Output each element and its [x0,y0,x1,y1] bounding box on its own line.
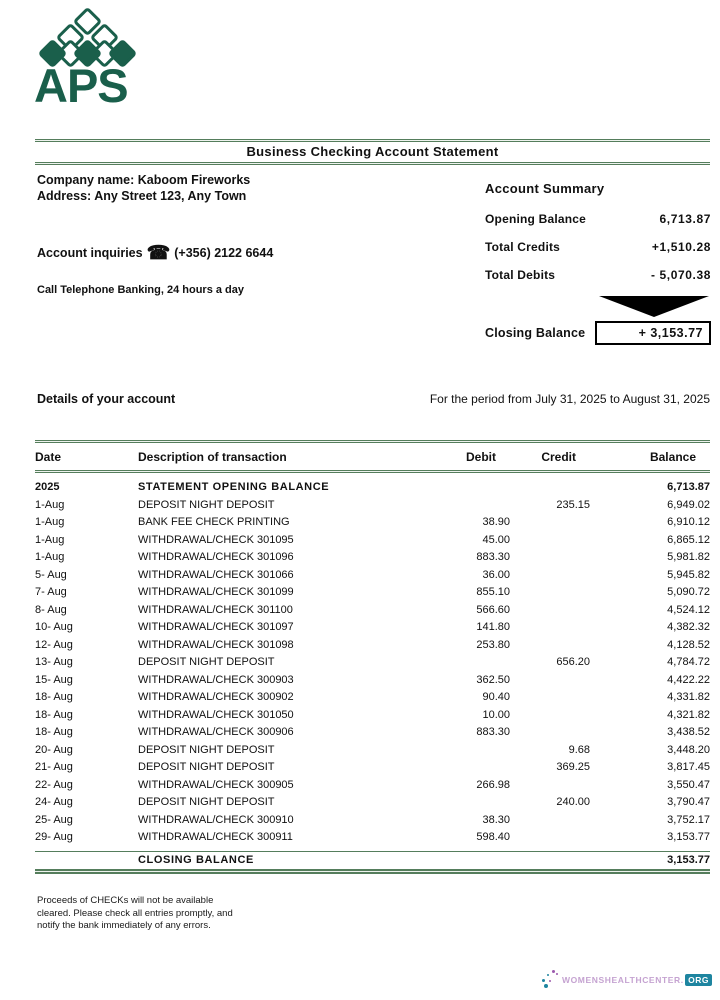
cell-credit [510,672,590,690]
cell-date: 18- Aug [35,708,73,721]
cell-debit: 38.30 [482,813,510,826]
cell-date: 20- Aug [35,743,73,756]
cell-description: DEPOSIT NIGHT DEPOSIT [138,761,275,773]
total-credits-label: Total Credits [485,240,561,254]
header-debit: Debit [466,449,496,464]
cell-date: 25- Aug [35,813,73,826]
table-rule-bottom [35,869,710,874]
transaction-row [35,514,710,532]
cell-date: 7- Aug [35,586,67,598]
transaction-row [35,567,710,585]
footer-line-1: Proceeds of CHECKs will not be available [37,895,214,906]
cell-credit: 369.25 [556,761,590,773]
opening-balance-value: 6,713.87 [659,212,711,226]
cell-balance: 5,945.82 [667,568,710,581]
cell-balance: 5,981.82 [667,551,710,563]
statement-period: For the period from July 31, 2025 to August 31, 2025 [429,392,710,406]
cell-balance: 4,382.32 [667,621,710,633]
cell-credit: 240.00 [556,796,590,808]
cell-description: WITHDRAWAL/CHECK 301099 [138,586,294,598]
down-arrow-icon [599,296,709,317]
cell-date: 21- Aug [35,761,73,773]
title-rule-bottom [35,162,710,165]
cell-credit: 9.68 [568,743,590,756]
telephone-banking-line: Call Telephone Banking, 24 hours a day [37,284,245,296]
company-name-line: Company name: Kaboom Fireworks [37,173,251,187]
footer-note [37,895,233,933]
cell-description: WITHDRAWAL/CHECK 300911 [138,831,293,843]
transaction-row [35,707,710,725]
closing-balance-row [35,852,710,869]
transaction-row [35,619,710,637]
cell-date: 10- Aug [35,621,73,633]
cell-debit: 90.40 [482,691,510,703]
cell-credit: 235.15 [556,498,590,511]
cell-description: WITHDRAWAL/CHECK 301050 [138,708,294,721]
transactions-body [35,473,710,851]
cell-credit: 656.20 [556,656,590,668]
company-address-line: Address: Any Street 123, Any Town [37,189,247,203]
cell-description: WITHDRAWAL/CHECK 300902 [138,691,294,703]
cell-balance: 3,817.45 [667,761,710,773]
cell-description: DEPOSIT NIGHT DEPOSIT [138,743,275,756]
cell-debit: 883.30 [476,726,510,738]
cell-date: 22- Aug [35,778,73,791]
cell-date: 1-Aug [35,533,65,546]
cell-date: 24- Aug [35,796,73,808]
watermark-text: WOMENSHEALTHCENTER [561,975,681,985]
bank-logo-text: APS [34,59,128,112]
account-inquiries-phone: (+356) 2122 6644 [174,246,274,260]
closing-balance-value-box: + 3,153.77 [595,321,711,345]
cell-date [35,852,138,869]
cell-debit [410,794,510,812]
cell-description: WITHDRAWAL/CHECK 300905 [138,778,294,791]
cell-credit [510,479,590,497]
cell-balance: 3,153.77 [667,831,710,843]
cell-description: WITHDRAWAL/CHECK 300903 [138,673,294,686]
cell-date: 29- Aug [35,831,73,843]
closing-balance-label: Closing Balance [485,326,586,340]
cell-credit [510,619,590,637]
transactions-table [35,440,710,874]
cell-description: WITHDRAWAL/CHECK 301097 [138,621,294,633]
header-description: Description of transaction [138,449,287,464]
cell-credit [510,829,590,847]
cell-description: DEPOSIT NIGHT DEPOSIT [138,796,275,808]
statement-title-block [35,139,710,165]
cell-date: 1-Aug [35,498,65,511]
cell-debit: 566.60 [476,603,510,616]
cell-debit: 38.90 [482,516,510,528]
total-debits-value: - 5,070.38 [650,268,711,282]
transaction-row [35,532,710,550]
cell-description: STATEMENT OPENING BALANCE [138,481,330,493]
cell-debit: 883.30 [476,551,510,563]
header-date: Date [35,449,62,464]
total-debits-label: Total Debits [485,268,556,282]
transaction-row [35,497,710,515]
cell-description: WITHDRAWAL/CHECK 300910 [138,813,294,826]
cell-debit: 45.00 [482,533,510,546]
cell-debit: 362.50 [476,673,510,686]
cell-credit [510,812,590,830]
summary-row-opening [485,212,711,226]
transaction-row [35,672,710,690]
cell-description: WITHDRAWAL/CHECK 301100 [138,603,293,616]
cell-balance: 3,790.47 [667,796,710,808]
cell-balance: 4,331.82 [667,691,710,703]
cell-description: BANK FEE CHECK PRINTING [138,516,290,528]
cell-balance: 5,090.72 [667,586,710,598]
cell-credit [510,567,590,585]
table-header-row [35,443,710,470]
cell-balance: 6,949.02 [667,498,710,511]
cell-debit [410,479,510,497]
transaction-row [35,602,710,620]
header-credit: Credit [541,449,576,464]
transaction-row [35,689,710,707]
cell-balance: 3,448.20 [667,743,710,756]
footer-line-2: cleared. Please check all entries promptly, and [37,907,233,919]
cell-balance: 4,422.22 [667,673,710,686]
statement-title: Business Checking Account Statement [246,144,499,159]
account-inquiries-line [37,242,273,265]
cell-credit [510,514,590,532]
cell-description: DEPOSIT NIGHT DEPOSIT [138,656,275,668]
cell-credit [510,584,590,602]
cell-balance: 3,438.52 [667,726,710,738]
summary-row-debits [485,268,711,282]
account-summary-heading: Account Summary [485,181,605,196]
transaction-row [35,812,710,830]
cell-credit [510,549,590,567]
cell-balance: 3,550.47 [667,778,710,791]
transaction-row [35,654,710,672]
cell-date: 5- Aug [35,568,67,581]
cell-description: WITHDRAWAL/CHECK 301098 [138,638,294,651]
cell-balance: 4,524.12 [667,603,710,616]
cell-date: 13- Aug [35,656,73,668]
cell-balance: 4,321.82 [667,708,710,721]
account-inquiries-label: Account inquiries [37,246,143,260]
transaction-row [35,584,710,602]
cell-credit [510,689,590,707]
watermark-tld-badge: ORG [685,974,712,986]
cell-credit [510,707,590,725]
cell-balance: 3,752.17 [667,813,710,826]
cell-credit [510,777,590,795]
cell-balance: 6,910.12 [667,516,710,528]
cell-debit: 141.80 [476,621,510,633]
cell-description: DEPOSIT NIGHT DEPOSIT [138,498,275,511]
transaction-row [35,479,710,497]
cell-debit: 253.80 [476,638,510,651]
cell-date: 1-Aug [35,551,65,563]
details-heading: Details of your account [37,392,176,406]
cell-date: 12- Aug [35,638,73,651]
opening-balance-label: Opening Balance [485,212,587,226]
cell-credit [510,602,590,620]
cell-description: WITHDRAWAL/CHECK 301095 [138,533,294,546]
cell-balance: 6,713.87 [667,481,710,493]
transaction-row [35,759,710,777]
cell-date: 18- Aug [35,726,73,738]
cell-debit: 598.40 [476,831,510,843]
cell-debit [410,759,510,777]
account-summary [485,181,711,345]
cell-credit [510,724,590,742]
cell-debit: 855.10 [476,586,510,598]
telephone-icon: ☎ [146,243,171,264]
cell-description: WITHDRAWAL/CHECK 300906 [138,726,294,738]
cell-credit [510,532,590,550]
cell-debit [410,497,510,515]
transaction-row [35,637,710,655]
cell-debit: 10.00 [482,708,510,721]
cell-debit [410,654,510,672]
total-credits-value: +1,510.28 [651,240,711,254]
transaction-row [35,829,710,847]
cell-date: 18- Aug [35,691,73,703]
transaction-row [35,742,710,760]
closing-row-balance: 3,153.77 [667,853,710,866]
closing-row-description: CLOSING BALANCE [138,853,254,866]
summary-row-credits [485,240,711,254]
transaction-row [35,549,710,567]
summary-row-closing [485,321,711,345]
cell-date: 2025 [35,481,60,493]
company-info [37,172,457,204]
transaction-row [35,724,710,742]
transaction-row [35,777,710,795]
footer-line-3: notify the bank immediately of any errors. [37,920,211,931]
cell-date: 15- Aug [35,673,73,686]
cell-balance: 4,128.52 [667,638,710,651]
cell-balance: 6,865.12 [667,533,710,546]
cell-description: WITHDRAWAL/CHECK 301096 [138,551,294,563]
watermark-dots-icon [540,970,560,990]
cell-credit [510,637,590,655]
cell-balance: 4,784.72 [667,656,710,668]
cell-date: 8- Aug [35,603,67,616]
transaction-row [35,794,710,812]
watermark-separator: . [680,975,684,985]
cell-description: WITHDRAWAL/CHECK 301066 [138,568,294,581]
cell-debit: 266.98 [476,778,510,791]
cell-debit: 36.00 [482,568,510,581]
watermark [540,970,712,990]
cell-date: 1-Aug [35,516,65,528]
header-balance: Balance [649,449,696,464]
cell-debit [410,742,510,760]
